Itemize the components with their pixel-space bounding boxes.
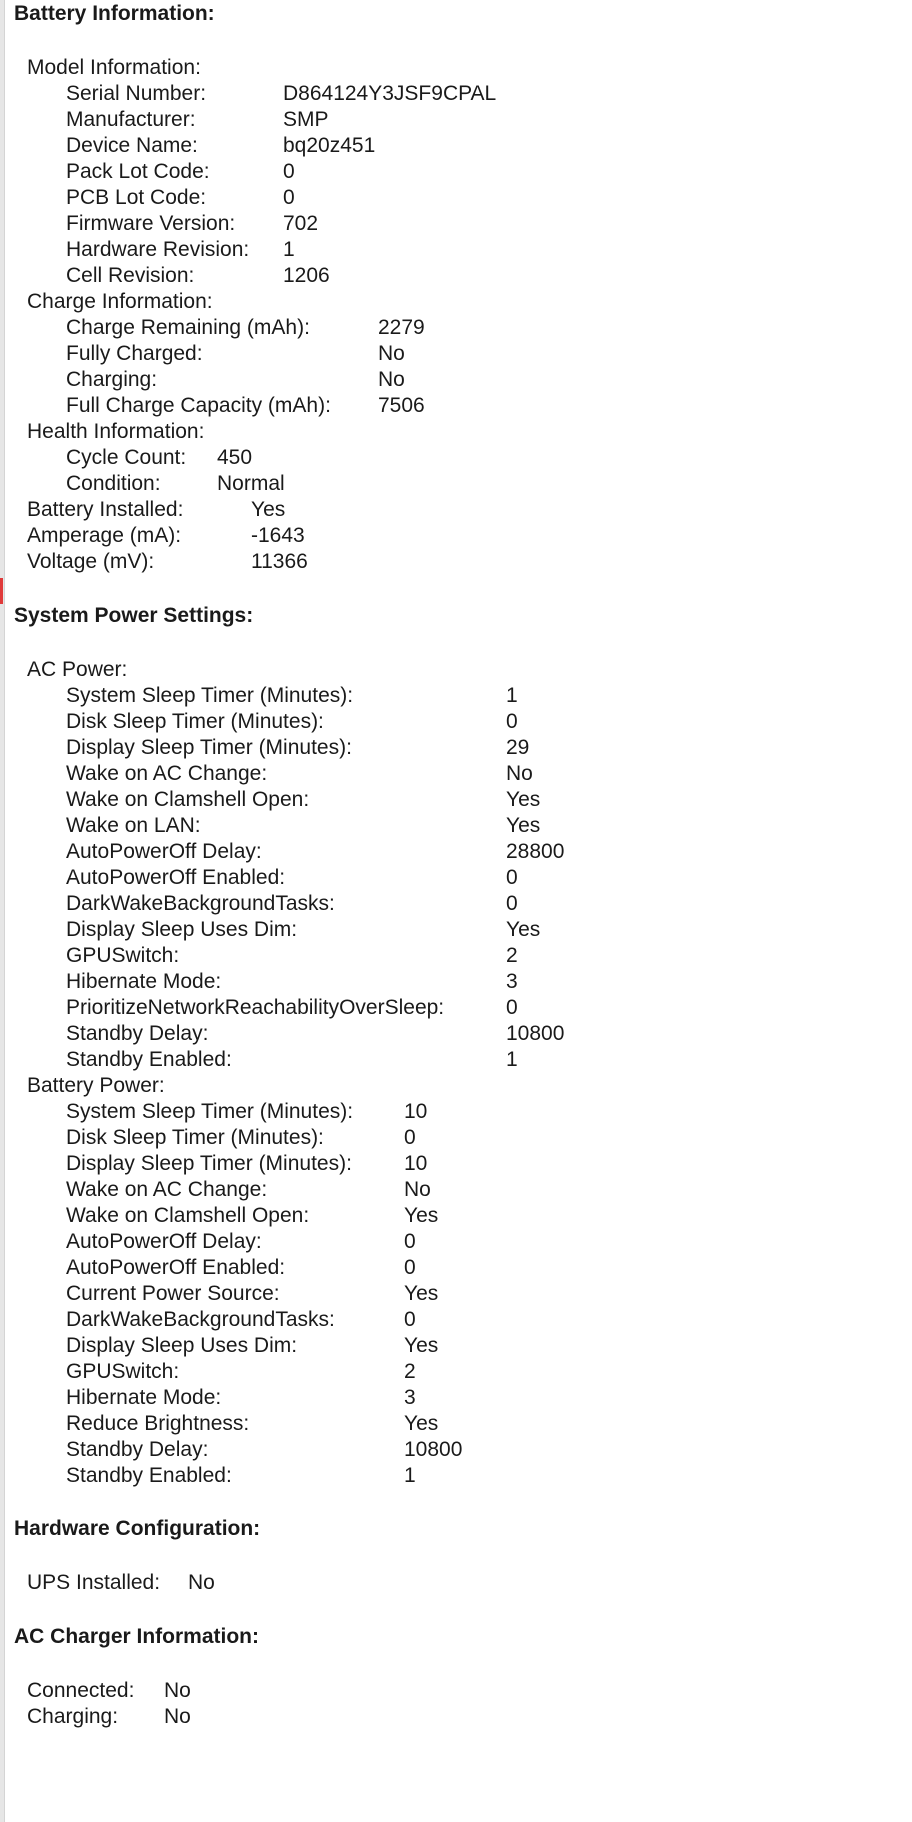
row-value: 11366 xyxy=(251,550,308,573)
row-label: Manufacturer: xyxy=(66,108,196,131)
row-value: Yes xyxy=(404,1204,439,1227)
row-value: 1206 xyxy=(283,264,330,287)
row-value: SMP xyxy=(283,108,329,131)
row-label: Serial Number: xyxy=(66,82,207,105)
row-label: Amperage (mA): xyxy=(27,524,182,547)
battery-power-title: Battery Power: xyxy=(27,1074,165,1097)
row-label: System Sleep Timer (Minutes): xyxy=(66,1100,354,1123)
health-information-title: Health Information: xyxy=(27,420,205,443)
row-value: 3 xyxy=(404,1386,416,1409)
row-value: No xyxy=(378,342,405,365)
row-label: PrioritizeNetworkReachabilityOverSleep: xyxy=(66,996,445,1019)
row-value: No xyxy=(188,1571,215,1594)
row-value: No xyxy=(378,368,405,391)
row-label: Battery Installed: xyxy=(27,498,184,521)
row-label: Standby Enabled: xyxy=(66,1048,232,1071)
row-value: 0 xyxy=(506,996,518,1019)
row-value: 7506 xyxy=(378,394,425,417)
battery-information-title: Battery Information: xyxy=(14,2,215,25)
row-label: Firmware Version: xyxy=(66,212,236,235)
row-value: 0 xyxy=(506,710,518,733)
row-label: AutoPowerOff Enabled: xyxy=(66,1256,286,1279)
row-value: 29 xyxy=(506,736,530,759)
row-value: 2 xyxy=(404,1360,416,1383)
row-value: 10800 xyxy=(404,1438,463,1461)
row-value: 1 xyxy=(404,1464,416,1487)
row-value: Yes xyxy=(251,498,286,521)
row-label: Wake on LAN: xyxy=(66,814,201,837)
row-value: 10800 xyxy=(506,1022,565,1045)
row-label: Standby Enabled: xyxy=(66,1464,232,1487)
row-value: -1643 xyxy=(251,524,305,547)
row-label: Charging: xyxy=(66,368,158,391)
row-value: Yes xyxy=(506,814,541,837)
row-value: Yes xyxy=(506,918,541,941)
row-label: Display Sleep Uses Dim: xyxy=(66,918,298,941)
row-label: Full Charge Capacity (mAh): xyxy=(66,394,331,417)
row-value: 3 xyxy=(506,970,518,993)
row-value: 450 xyxy=(217,446,253,469)
row-label: System Sleep Timer (Minutes): xyxy=(66,684,354,707)
row-label: Standby Delay: xyxy=(66,1438,209,1461)
row-value: 2279 xyxy=(378,316,425,339)
row-label: Wake on Clamshell Open: xyxy=(66,788,310,811)
hardware-configuration-title: Hardware Configuration: xyxy=(14,1517,261,1540)
row-label: Current Power Source: xyxy=(66,1282,280,1305)
ac-charger-information-title: AC Charger Information: xyxy=(14,1625,260,1648)
row-label: Charge Remaining (mAh): xyxy=(66,316,310,339)
row-value: 0 xyxy=(506,892,518,915)
row-label: Pack Lot Code: xyxy=(66,160,210,183)
row-value: 1 xyxy=(283,238,295,261)
row-value: 0 xyxy=(404,1126,416,1149)
row-label: Disk Sleep Timer (Minutes): xyxy=(66,710,324,733)
row-value: 0 xyxy=(283,186,295,209)
row-value: D864124Y3JSF9CPAL xyxy=(283,82,497,105)
row-value: 1 xyxy=(506,1048,518,1071)
row-value: No xyxy=(404,1178,431,1201)
selection-marker xyxy=(0,578,3,604)
row-label: AutoPowerOff Enabled: xyxy=(66,866,286,889)
row-label: Wake on AC Change: xyxy=(66,762,268,785)
row-label: DarkWakeBackgroundTasks: xyxy=(66,1308,335,1331)
row-label: DarkWakeBackgroundTasks: xyxy=(66,892,335,915)
row-label: Display Sleep Uses Dim: xyxy=(66,1334,298,1357)
row-value: 2 xyxy=(506,944,518,967)
row-value: No xyxy=(164,1705,191,1728)
row-label: PCB Lot Code: xyxy=(66,186,207,209)
row-label: UPS Installed: xyxy=(27,1571,161,1594)
row-label: Fully Charged: xyxy=(66,342,203,365)
row-label: Connected: xyxy=(27,1679,135,1702)
left-divider xyxy=(0,0,5,1822)
row-label: GPUSwitch: xyxy=(66,1360,180,1383)
row-label: AutoPowerOff Delay: xyxy=(66,1230,262,1253)
row-label: Device Name: xyxy=(66,134,198,157)
row-value: Yes xyxy=(404,1282,439,1305)
row-value: 0 xyxy=(404,1308,416,1331)
row-label: Standby Delay: xyxy=(66,1022,209,1045)
row-value: No xyxy=(164,1679,191,1702)
row-label: Condition: xyxy=(66,472,161,495)
row-label: Hardware Revision: xyxy=(66,238,250,261)
row-value: 10 xyxy=(404,1152,428,1175)
row-label: Display Sleep Timer (Minutes): xyxy=(66,736,352,759)
row-label: Cycle Count: xyxy=(66,446,187,469)
row-value: Yes xyxy=(404,1334,439,1357)
row-label: Hibernate Mode: xyxy=(66,970,222,993)
row-label: Wake on Clamshell Open: xyxy=(66,1204,310,1227)
row-value: 0 xyxy=(404,1230,416,1253)
row-value: 0 xyxy=(404,1256,416,1279)
row-value: 702 xyxy=(283,212,319,235)
row-label: GPUSwitch: xyxy=(66,944,180,967)
ac-power-title: AC Power: xyxy=(27,658,128,681)
system-power-settings-title: System Power Settings: xyxy=(14,604,254,627)
row-label: Hibernate Mode: xyxy=(66,1386,222,1409)
row-value: 1 xyxy=(506,684,518,707)
row-value: 10 xyxy=(404,1100,428,1123)
row-value: Yes xyxy=(404,1412,439,1435)
model-information-title: Model Information: xyxy=(27,56,201,79)
row-label: Reduce Brightness: xyxy=(66,1412,250,1435)
row-label: Disk Sleep Timer (Minutes): xyxy=(66,1126,324,1149)
row-value: Yes xyxy=(506,788,541,811)
row-label: Wake on AC Change: xyxy=(66,1178,268,1201)
charge-information-title: Charge Information: xyxy=(27,290,213,313)
row-value: 0 xyxy=(283,160,295,183)
row-value: 0 xyxy=(506,866,518,889)
row-label: Voltage (mV): xyxy=(27,550,155,573)
row-label: Charging: xyxy=(27,1705,119,1728)
row-value: No xyxy=(506,762,533,785)
row-value: 28800 xyxy=(506,840,565,863)
row-label: Cell Revision: xyxy=(66,264,195,287)
row-label: AutoPowerOff Delay: xyxy=(66,840,262,863)
row-label: Display Sleep Timer (Minutes): xyxy=(66,1152,352,1175)
row-value: bq20z451 xyxy=(283,134,376,157)
row-value: Normal xyxy=(217,472,285,495)
